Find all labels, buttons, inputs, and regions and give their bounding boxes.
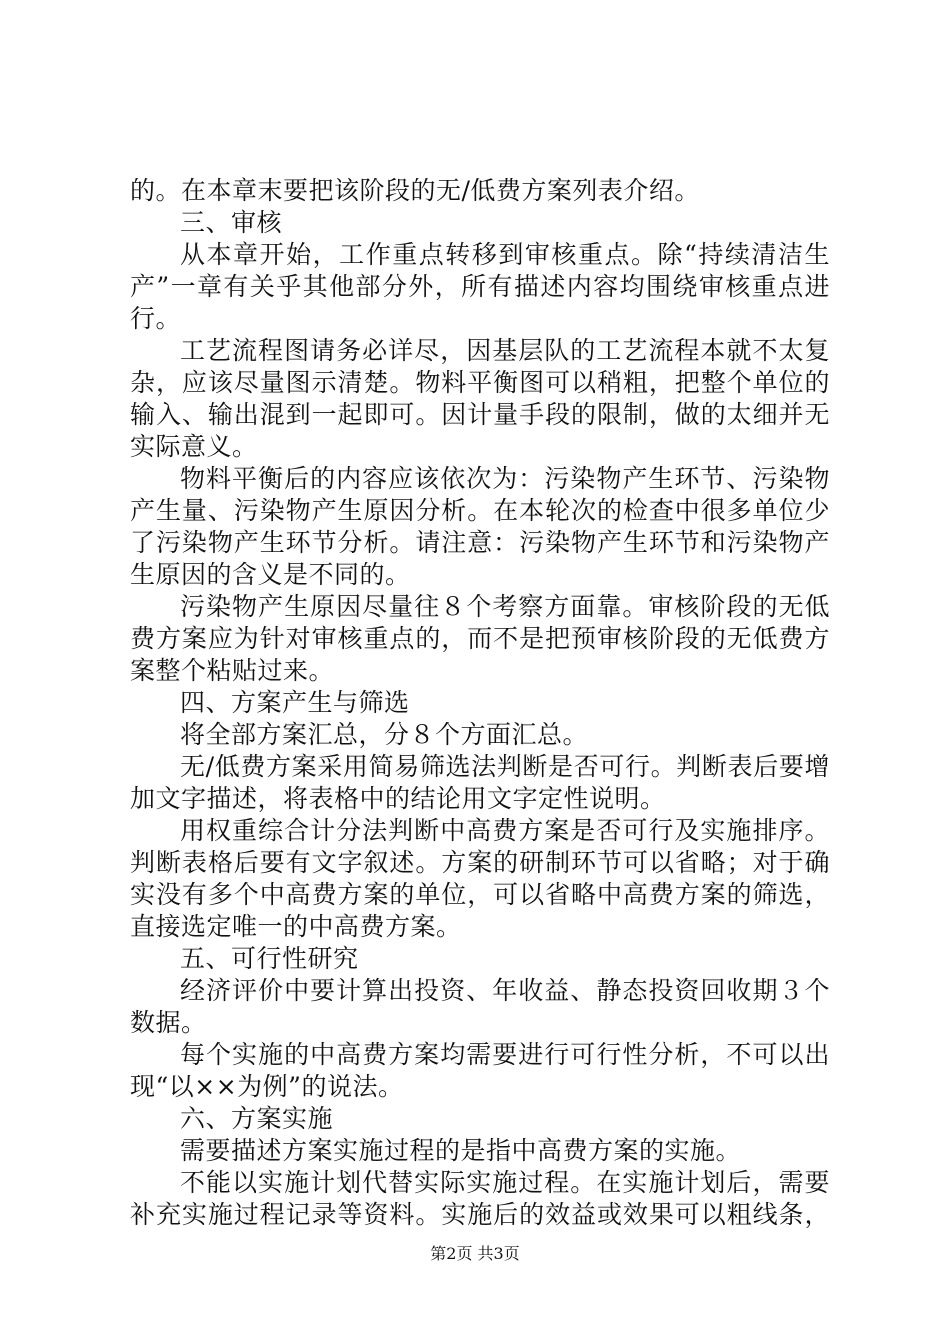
- text-line: 五、可行性研究: [180, 944, 359, 973]
- text-line: 费方案应为针对审核重点的，而不是把预审核阶段的无低费方: [130, 624, 830, 653]
- text-line: 无/低费方案采用简易筛选法判断是否可行。判断表后要增: [180, 752, 830, 781]
- text-line: 直接选定唯一的中高费方案。: [130, 912, 462, 941]
- document-body: [130, 175, 830, 1231]
- text-line: 不能以实施计划代替实际实施过程。在实施计划后，需要: [180, 1168, 830, 1197]
- text-line: 判断表格后要有文字叙述。方案的研制环节可以省略；对于确: [130, 848, 830, 877]
- text-line: 输入、输出混到一起即可。因计量手段的限制，做的太细并无: [130, 400, 830, 429]
- text-line: 四、方案产生与筛选: [180, 688, 410, 717]
- text-line: 产生量、污染物产生原因分析。在本轮次的检查中很多单位少: [130, 496, 830, 525]
- text-line: 用权重综合计分法判断中高费方案是否可行及实施排序。: [180, 816, 830, 845]
- text-line: 每个实施的中高费方案均需要进行可行性分析，不可以出: [180, 1040, 830, 1069]
- text-line: 三、审核: [180, 208, 283, 237]
- text-line: 工艺流程图请务必详尽，因基层队的工艺流程本就不太复: [180, 336, 830, 365]
- text-line: 实际意义。: [130, 432, 258, 461]
- text-line: 补充实施过程记录等资料。实施后的效益或效果可以粗线条，: [130, 1200, 830, 1229]
- text-line: 现“以××为例”的说法。: [130, 1072, 404, 1101]
- text-line: 物料平衡后的内容应该依次为：污染物产生环节、污染物: [180, 464, 830, 493]
- text-line: 了污染物产生环节分析。请注意：污染物产生环节和污染物产: [130, 528, 830, 557]
- text-line: 行。: [130, 304, 182, 333]
- text-line: 从本章开始，工作重点转移到审核重点。除“持续清洁生: [180, 240, 830, 269]
- text-line: 案整个粘贴过来。: [130, 656, 335, 685]
- text-line: 六、方案实施: [180, 1104, 334, 1133]
- text-line: 经济评价中要计算出投资、年收益、静态投资回收期３个: [180, 976, 830, 1005]
- text-line: 数据。: [130, 1008, 207, 1037]
- text-line: 加文字描述，将表格中的结论用文字定性说明。: [130, 784, 666, 813]
- text-line: 生原因的含义是不同的。: [130, 560, 411, 589]
- text-line: 杂，应该尽量图示清楚。物料平衡图可以稍粗，把整个单位的: [130, 368, 830, 397]
- text-line: 污染物产生原因尽量往８个考察方面靠。审核阶段的无低: [180, 592, 830, 621]
- text-line: 产”一章有关乎其他部分外，所有描述内容均围绕审核重点进: [130, 272, 830, 301]
- text-line: 的。在本章末要把该阶段的无/低费方案列表介绍。: [130, 176, 700, 205]
- text-line: 需要描述方案实施过程的是指中高费方案的实施。: [180, 1136, 742, 1165]
- text-line: 将全部方案汇总，分８个方面汇总。: [180, 720, 589, 749]
- page-footer: 第2页 共3页: [430, 1244, 520, 1263]
- text-line: 实没有多个中高费方案的单位，可以省略中高费方案的筛选，: [130, 880, 830, 909]
